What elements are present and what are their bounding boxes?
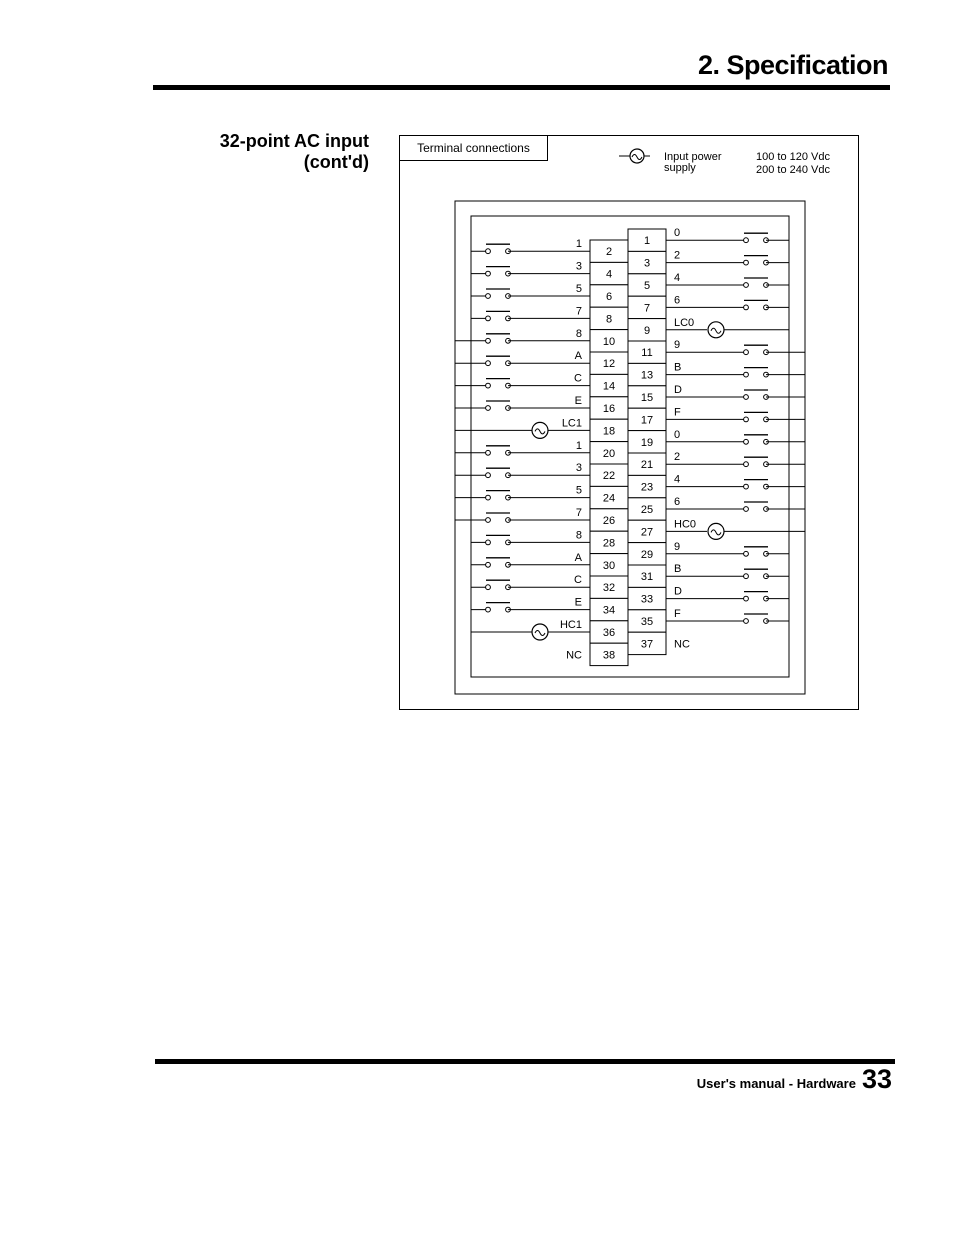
signal-label-right: 4 (674, 272, 681, 284)
signal-label-right: F (674, 608, 681, 620)
terminal-number-left: 30 (602, 559, 616, 572)
contact-point (744, 596, 749, 601)
signal-label-right: B (674, 563, 682, 576)
terminal-number-right: 25 (640, 504, 654, 516)
page-header-title: 2. Specification (697, 50, 888, 80)
signal-label-left: 7 (575, 507, 582, 519)
switch-contact-icon (744, 345, 769, 354)
ac-supply-icon (532, 422, 548, 438)
switch-contact-icon (744, 256, 769, 265)
switch-contact-icon (744, 435, 769, 444)
signal-label-left: E (574, 395, 582, 407)
switch-contact-icon (486, 558, 511, 567)
terminal-number-right: 19 (640, 436, 654, 449)
switch-contact-icon (744, 457, 769, 466)
signal-label-right: 6 (674, 294, 681, 307)
terminal-number-right: 3 (643, 257, 651, 270)
contact-point (744, 507, 749, 512)
contact-point (744, 619, 749, 624)
terminal-number-right: 27 (640, 526, 654, 539)
legend (619, 149, 831, 176)
legend-voltage-line2: 200 to 240 Vdc (756, 164, 831, 176)
terminal-number-right: 33 (640, 593, 654, 606)
signal-label-right: F (674, 406, 681, 419)
section-title-line2: (cont'd) (303, 152, 369, 172)
contact-point (486, 585, 491, 590)
page-number: 33 (861, 1064, 892, 1094)
terminal-number-left: 16 (602, 403, 616, 415)
ac-supply-icon (708, 523, 724, 539)
signal-label-left: A (574, 551, 582, 564)
terminal-number-right: 9 (643, 324, 651, 337)
switch-contact-icon (486, 603, 511, 612)
switch-contact-icon (486, 535, 511, 544)
contact-point (486, 338, 491, 343)
contact-point (744, 283, 749, 288)
switch-contact-icon (486, 468, 511, 477)
switch-contact-icon (744, 592, 769, 601)
signal-label-left: NC (566, 649, 582, 662)
signal-label-left: 5 (575, 283, 582, 295)
signal-label-right: 6 (674, 496, 681, 508)
contact-point (744, 372, 749, 377)
terminal-number-left: 32 (602, 582, 616, 595)
signal-label-left: C (574, 574, 582, 587)
contact-point (744, 417, 749, 422)
legend-text-line2: supply (664, 162, 696, 174)
terminal-number-right: 13 (640, 369, 654, 382)
contact-point (486, 518, 491, 523)
contact-point (486, 383, 491, 388)
signal-label-right: 2 (674, 451, 681, 464)
terminal-number-left: 14 (602, 380, 616, 393)
terminal-number-right: 7 (643, 302, 651, 315)
signal-label-left: 1 (575, 439, 582, 452)
signal-label-right: 9 (674, 540, 681, 553)
switch-contact-icon (486, 379, 511, 388)
contact-point (486, 562, 491, 567)
contact-point (486, 540, 491, 545)
switch-contact-icon (486, 267, 511, 276)
switch-contact-icon (744, 368, 769, 377)
switch-contact-icon (486, 244, 511, 253)
signal-label-right: 4 (674, 473, 681, 486)
terminal-number-left: 22 (602, 470, 616, 483)
switch-contact-icon (486, 491, 511, 500)
terminal-number-right: 35 (640, 616, 654, 628)
terminal-number-left: 4 (605, 268, 613, 281)
contact-point (486, 450, 491, 455)
switch-contact-icon (744, 614, 769, 623)
signal-label-left: LC1 (561, 417, 582, 430)
signal-label-left: A (574, 350, 582, 363)
signal-label-right: 0 (674, 227, 681, 240)
terminal-number-left: 10 (602, 335, 616, 348)
contact-point (486, 316, 491, 321)
signal-label-right: 0 (674, 428, 681, 441)
terminal-number-right: 11 (641, 347, 653, 360)
terminal-number-right: 37 (640, 638, 654, 651)
signal-label-left: HC1 (559, 619, 582, 631)
terminal-number-right: 5 (643, 280, 651, 292)
signal-label-right: 9 (674, 339, 681, 352)
switch-contact-icon (744, 569, 769, 578)
contact-point (744, 350, 749, 355)
contact-point (486, 406, 491, 411)
footer-label: User's manual - Hardware (696, 1076, 856, 1091)
header-rule (153, 85, 890, 90)
section-title-line1: 32-point AC input (219, 131, 369, 151)
terminal-number-right: 29 (640, 548, 654, 561)
terminal-connection-diagram (400, 136, 860, 711)
signal-label-left: 8 (575, 327, 582, 340)
signal-label-right: LC0 (674, 316, 695, 329)
signal-label-right: 2 (674, 249, 681, 262)
terminal-number-right: 21 (640, 459, 654, 472)
contact-point (744, 574, 749, 579)
terminal-number-left: 2 (605, 246, 613, 259)
signal-label-left: 7 (575, 305, 582, 318)
terminal-number-right: 23 (640, 481, 654, 494)
figure-label: Terminal connections (400, 136, 548, 161)
terminal-number-left: 26 (602, 515, 616, 527)
contact-point (744, 462, 749, 467)
contact-point (744, 260, 749, 265)
signal-label-left: C (574, 372, 582, 385)
terminal-number-left: 36 (602, 627, 616, 639)
terminal-number-left: 38 (602, 649, 616, 662)
signal-label-right: B (674, 361, 682, 374)
terminal-number-right: 1 (643, 235, 651, 248)
contact-point (486, 249, 491, 254)
contact-point (486, 473, 491, 478)
contact-point (744, 551, 749, 556)
ac-supply-icon (532, 624, 548, 640)
signal-label-left: 5 (575, 484, 582, 497)
terminal-block (590, 229, 666, 666)
switch-contact-icon (744, 480, 769, 489)
signal-label-right: D (674, 384, 682, 396)
contact-point (486, 271, 491, 276)
terminal-number-right: 15 (640, 392, 654, 404)
terminal-number-right: 31 (640, 571, 654, 584)
legend-voltage-line1: 100 to 120 Vdc (756, 151, 831, 163)
switch-contact-icon (744, 233, 769, 242)
signal-label-left: E (574, 596, 582, 609)
contact-point (744, 305, 749, 310)
switch-contact-icon (486, 356, 511, 365)
terminal-number-left: 12 (602, 358, 616, 371)
switch-contact-icon (744, 300, 769, 309)
signal-label-left: 3 (575, 260, 582, 273)
contact-point (744, 238, 749, 243)
contact-point (744, 439, 749, 444)
signal-label-right: HC0 (674, 518, 697, 531)
terminal-number-left: 18 (602, 425, 616, 438)
contact-point (486, 495, 491, 500)
ac-wave-icon (632, 155, 642, 160)
page-footer (697, 1064, 892, 1095)
contact-point (486, 361, 491, 366)
signal-label-right: NC (674, 638, 690, 651)
terminal-number-left: 8 (605, 313, 613, 326)
switch-contact-icon (486, 289, 511, 298)
legend-text-line1: Input power (664, 151, 722, 163)
contact-point (486, 294, 491, 299)
switch-contact-icon (744, 412, 769, 421)
switch-contact-icon (486, 446, 511, 455)
terminal-connections-figure (399, 135, 859, 710)
switch-contact-icon (486, 580, 511, 589)
terminal-number-left: 24 (602, 492, 616, 505)
switch-contact-icon (744, 502, 769, 511)
terminal-number-left: 34 (602, 604, 616, 617)
ac-supply-icon (708, 322, 724, 338)
signal-label-left: 8 (575, 529, 582, 542)
terminal-number-left: 28 (602, 537, 616, 550)
switch-contact-icon (486, 513, 511, 522)
switch-contact-icon (744, 278, 769, 287)
contact-point (486, 607, 491, 612)
switch-contact-icon (744, 547, 769, 556)
signal-label-right: D (674, 585, 682, 598)
switch-contact-icon (486, 334, 511, 343)
terminal-number-left: 20 (602, 447, 616, 460)
terminal-number-left: 6 (605, 291, 613, 303)
switch-contact-icon (744, 390, 769, 399)
contact-point (744, 395, 749, 400)
switch-contact-icon (486, 311, 511, 320)
signal-label-left: 3 (575, 462, 582, 475)
contact-point (744, 484, 749, 489)
section-title (220, 131, 369, 173)
signal-label-left: 1 (575, 238, 582, 251)
switch-contact-icon (486, 401, 511, 410)
terminal-number-right: 17 (640, 414, 654, 427)
